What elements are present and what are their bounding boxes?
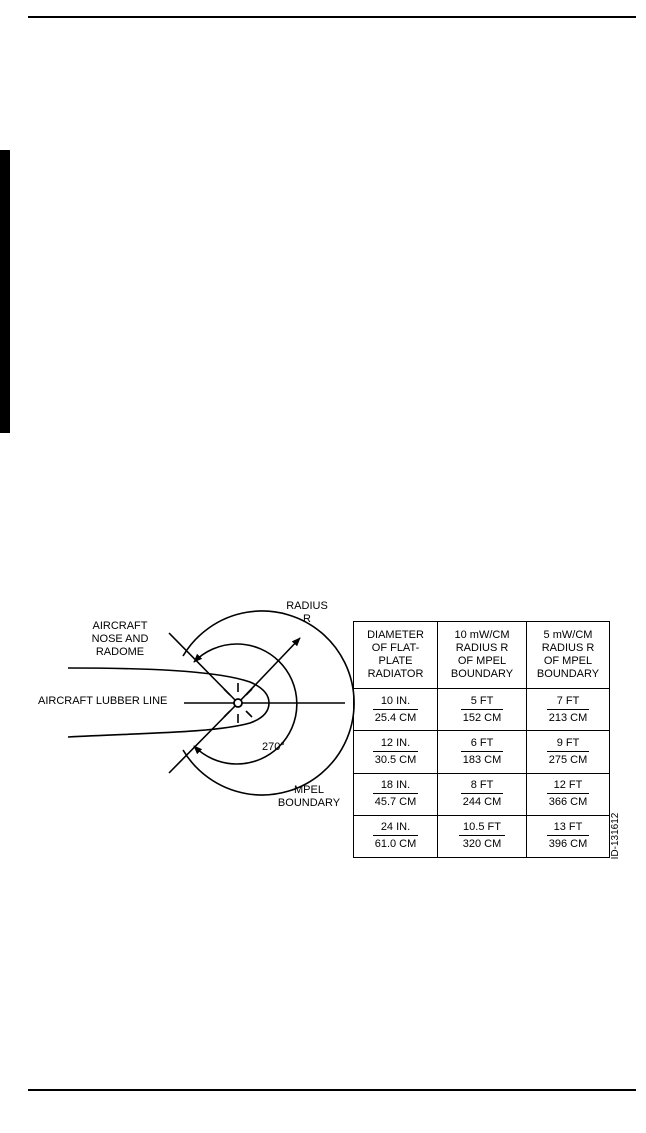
cell-bottom: 45.7 CM bbox=[374, 796, 417, 809]
cell-bottom: 275 CM bbox=[548, 754, 588, 767]
cell-top: 10 IN. bbox=[373, 695, 419, 710]
cell-top: 5 FT bbox=[461, 695, 504, 710]
table-cell bbox=[527, 689, 610, 731]
cell-bottom: 152 CM bbox=[462, 711, 502, 724]
cell-bottom: 30.5 CM bbox=[374, 754, 417, 767]
table-cell bbox=[354, 773, 438, 815]
table-row bbox=[354, 731, 610, 773]
footer-rule bbox=[28, 1089, 636, 1091]
table-cell bbox=[354, 731, 438, 773]
cell-bottom: 320 CM bbox=[462, 838, 502, 851]
cell-top: 8 FT bbox=[461, 779, 504, 794]
label-angle: 270° bbox=[262, 741, 285, 753]
table-cell bbox=[354, 689, 438, 731]
cell-bottom: 396 CM bbox=[548, 838, 588, 851]
label-lubber-line: AIRCRAFT LUBBER LINE bbox=[38, 695, 168, 707]
figure-id: ID-131612 bbox=[610, 812, 621, 860]
cell-top: 9 FT bbox=[547, 737, 590, 752]
cell-bottom: 213 CM bbox=[548, 711, 588, 724]
table-cell bbox=[527, 731, 610, 773]
cell-top: 12 IN. bbox=[373, 737, 419, 752]
label-aircraft-nose: AIRCRAFT NOSE AND RADOME bbox=[91, 620, 149, 658]
table-cell bbox=[438, 815, 527, 857]
label-mpel-boundary: MPEL BOUNDARY bbox=[277, 784, 341, 809]
cell-top: 24 IN. bbox=[373, 821, 419, 836]
table-row bbox=[354, 773, 610, 815]
cell-bottom: 183 CM bbox=[462, 754, 502, 767]
table-cell bbox=[527, 815, 610, 857]
cell-bottom: 25.4 CM bbox=[374, 711, 417, 724]
cell-top: 6 FT bbox=[461, 737, 504, 752]
table-cell bbox=[438, 773, 527, 815]
table-cell bbox=[527, 773, 610, 815]
cell-bottom: 244 CM bbox=[462, 796, 502, 809]
table-cell bbox=[438, 689, 527, 731]
mpel-radius-table bbox=[353, 621, 610, 858]
table-row bbox=[354, 689, 610, 731]
cell-top: 18 IN. bbox=[373, 779, 419, 794]
header-diameter: DIAMETER OF FLAT- PLATE RADIATOR bbox=[354, 622, 438, 689]
cell-top: 13 FT bbox=[547, 821, 590, 836]
cell-bottom: 61.0 CM bbox=[374, 838, 417, 851]
cell-top: 10.5 FT bbox=[459, 821, 505, 836]
table-header-row bbox=[354, 622, 610, 689]
header-radius-10mw: 10 mW/CM RADIUS R OF MPEL BOUNDARY bbox=[438, 622, 527, 689]
label-radius: RADIUS R bbox=[286, 600, 328, 625]
radiator-symbol bbox=[234, 699, 242, 707]
table-row bbox=[354, 815, 610, 857]
cell-top: 7 FT bbox=[547, 695, 590, 710]
header-radius-5mw: 5 mW/CM RADIUS R OF MPEL BOUNDARY bbox=[527, 622, 610, 689]
cell-bottom: 366 CM bbox=[548, 796, 588, 809]
table-cell bbox=[438, 731, 527, 773]
table-cell bbox=[354, 815, 438, 857]
cell-top: 12 FT bbox=[547, 779, 590, 794]
